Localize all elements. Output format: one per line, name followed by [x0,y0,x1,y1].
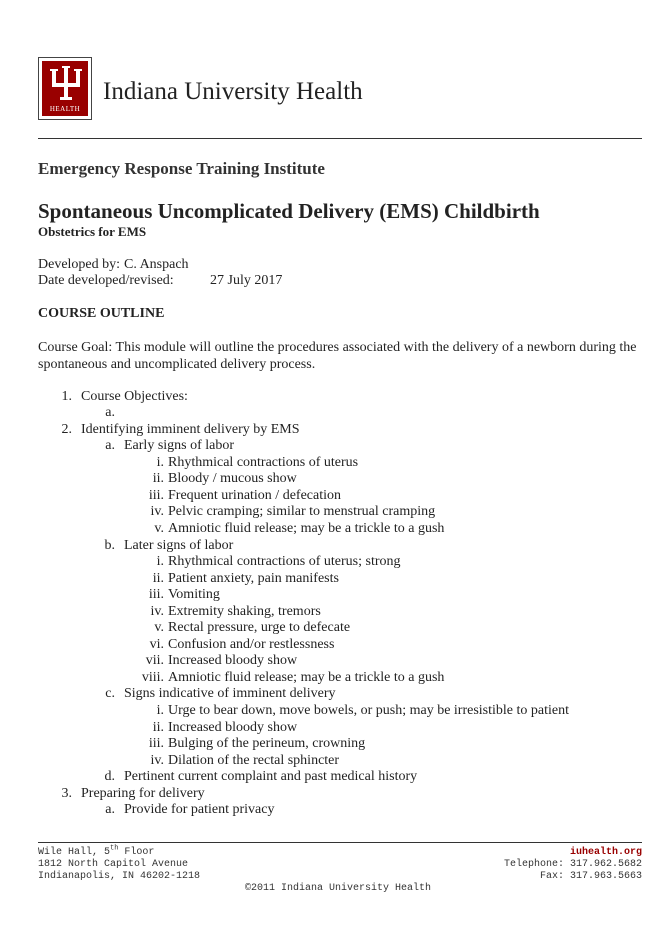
outline-item-text: Patient anxiety, pain manifests [168,571,339,586]
outline-item-text: Rhythmical contractions of uterus; strong [168,554,401,569]
footer-telephone: Telephone: 317.962.5682 [503,859,642,870]
outline-item-text: Rectal pressure, urge to defecate [168,620,351,635]
outline-item-text: Signs indicative of imminent delivery [124,686,336,701]
outline-item-marker: ii. [152,471,164,486]
outline-item-marker: b. [104,538,115,553]
institute-name: Emergency Response Training Institute [38,159,325,178]
outline-item-marker: iv. [150,504,164,519]
outline-item-marker: vii. [145,653,164,668]
brand-name: Indiana University Health [103,78,363,105]
outline-item-marker: a. [105,438,115,453]
document-subtitle: Obstetrics for EMS [38,224,147,239]
outline-item-text: Confusion and/or restlessness [168,637,335,652]
developed-value: C. Anspach [124,257,189,272]
outline-item-text: Identifying imminent delivery by EMS [81,422,300,437]
outline-item-text: Preparing for delivery [81,786,205,801]
outline-item-marker: iii. [148,736,164,751]
outline-item-marker: i. [156,703,164,718]
outline-item-marker: ii. [152,720,164,735]
footer-website-link[interactable]: iuhealth.org [569,847,642,858]
outline-item-text: Early signs of labor [124,438,235,453]
outline-item-marker: a. [105,405,115,420]
outline-item-marker: 3. [61,786,72,801]
iu-health-logo [38,57,92,120]
header-divider [38,138,642,139]
outline-item-text: Bulging of the perineum, crowning [168,736,366,751]
footer-address-line2: 1812 North Capitol Avenue [38,859,189,870]
footer-copyright: ©2011 Indiana University Health [245,883,432,894]
outline-item-text: Later signs of labor [124,538,234,553]
outline-heading: COURSE OUTLINE [38,306,165,321]
outline-item-marker: 2. [61,422,72,437]
outline-item-marker: v. [154,620,164,635]
outline-item-text: Course Objectives: [81,389,188,404]
outline-item-marker: vi. [149,637,164,652]
footer-fax: Fax: 317.963.5663 [539,871,642,882]
outline-item-marker: iv. [150,604,164,619]
outline-item-marker: viii. [141,670,164,685]
date-value: 27 July 2017 [210,273,283,288]
outline-item-text: Bloody / mucous show [168,471,297,486]
outline-item-text: Vomiting [168,587,220,602]
outline-item-marker: c. [105,686,115,701]
outline-item-marker: 1. [61,389,72,404]
logo-text: HEALTH [49,105,81,113]
outline-item-text: Dilation of the rectal sphincter [168,753,340,768]
footer-address-line1: Wile Hall, 5th Floor [38,844,155,858]
outline-item-marker: iii. [148,587,164,602]
outline-item-text: Extremity shaking, tremors [168,604,321,619]
outline-item-text: Pelvic cramping; similar to menstrual cramping [168,504,436,519]
footer-divider [38,842,642,843]
outline-item-marker: iii. [148,488,164,503]
outline-item-text: Increased bloody show [168,653,298,668]
footer-address-line3: Indianapolis, IN 46202-1218 [38,871,201,882]
document-title: Spontaneous Uncomplicated Delivery (EMS) Childbirth [38,199,540,223]
outline-item-text: Increased bloody show [168,720,298,735]
outline-item-marker: a. [105,802,115,817]
outline-item-marker: i. [156,554,164,569]
outline-item-text: Urge to bear down, move bowels, or push; may be irresistible to patient [168,703,569,718]
outline-item-text: Frequent urination / defecation [168,488,341,503]
developed-label: Developed by: [38,257,121,272]
date-label: Date developed/revised: [38,273,174,288]
outline-item-marker: ii. [152,571,164,586]
outline-item-text: Pertinent current complaint and past medical history [124,769,418,784]
course-goal: Course Goal: This module will outline the procedures associated with the delivery of a newborn during the spontaneous and uncomplicated delivery process. [38,340,637,372]
outline-item-text: Rhythmical contractions of uterus [168,455,359,470]
outline-item-text: Provide for patient privacy [124,802,275,817]
outline-item-text: Amniotic fluid release; may be a trickle to a gush [168,521,445,536]
outline-item-marker: d. [104,769,115,784]
outline-item-marker: iv. [150,753,164,768]
outline-item-marker: i. [156,455,164,470]
outline-item-marker: v. [154,521,164,536]
trident-icon [43,64,89,109]
outline-item-text: Amniotic fluid release; may be a trickle to a gush [168,670,445,685]
